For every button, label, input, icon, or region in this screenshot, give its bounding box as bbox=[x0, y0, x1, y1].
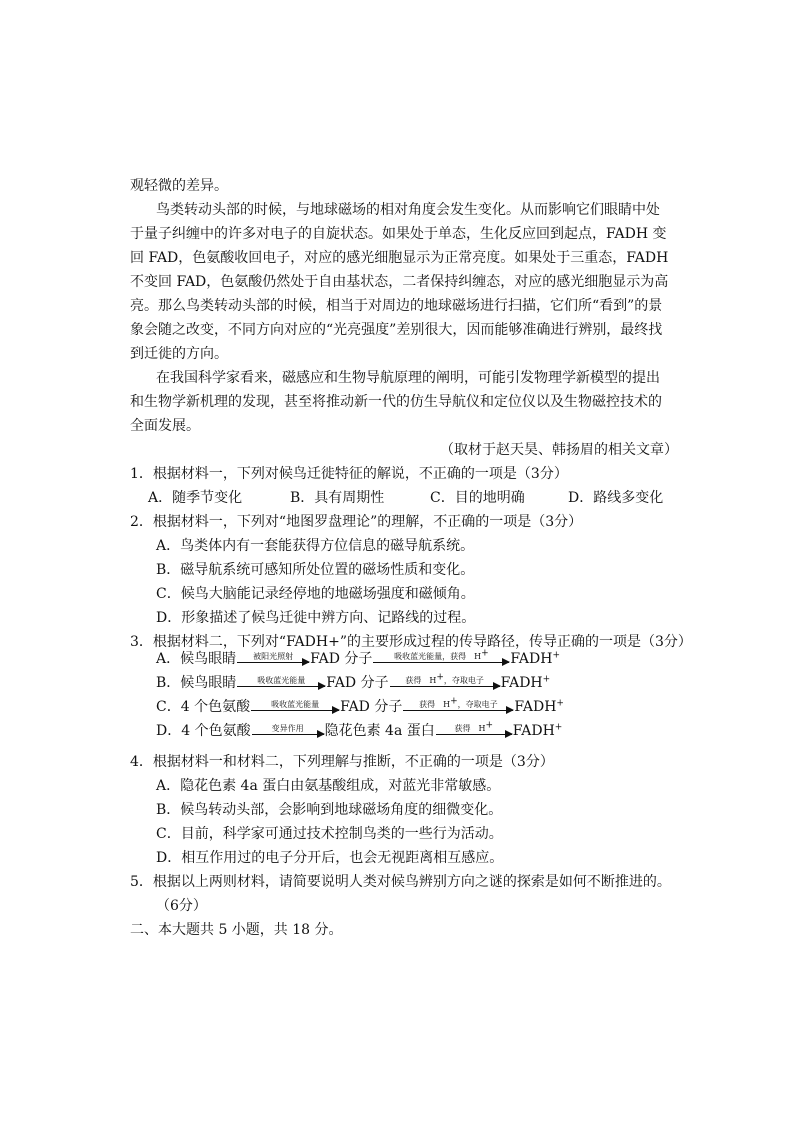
arrow-shaft bbox=[436, 734, 512, 735]
product: FADH+ bbox=[512, 722, 563, 739]
arrow-shaft bbox=[403, 710, 513, 711]
q4-option-a[interactable]: A．隐花色素 4a 蛋白由氨基酸组成，对蓝光非常敏感。 bbox=[156, 778, 501, 794]
option-label: C．4 个色氨酸 bbox=[156, 699, 251, 715]
passage-line: 回 FAD，色氨酸收回电子，对应的感光细胞显示为正常亮度。如果处于三重态，FADH bbox=[130, 250, 669, 266]
reaction-arrow bbox=[237, 676, 325, 692]
passage-line: 象会随之改变，不同方向对应的“光亮强度”差别很大，因而能够准确进行辨别，最终找 bbox=[130, 322, 663, 338]
q3-option-a[interactable] bbox=[156, 650, 560, 668]
option-label: D．4 个色氨酸 bbox=[156, 723, 251, 739]
passage-line: 亮。那么鸟类转动头部的时候，相当于对周边的地球磁场进行扫描，它们所“看到”的景 bbox=[130, 298, 663, 314]
arrow-condition: 吸收蓝光能量 bbox=[257, 676, 306, 685]
reaction-arrow bbox=[390, 672, 500, 692]
product: FADH+ bbox=[510, 650, 561, 667]
arrow-condition: 变异作用 bbox=[271, 724, 304, 733]
arrow-condition: 吸收蓝光能量，获得 H+ bbox=[394, 648, 489, 661]
passage-line: 全面发展。 bbox=[130, 418, 200, 434]
passage-line: 不变回 FAD，色氨酸仍然处于自由基状态，二者保持纠缠态，对应的感光细胞显示为高 bbox=[130, 274, 669, 290]
q5-stem: 5．根据以上两则材料，请简要说明人类对候鸟辨别方向之谜的探索是如何不断推进的。 bbox=[130, 874, 671, 890]
q1-option-d[interactable]: D．路线多变化 bbox=[568, 490, 664, 506]
product: FADH+ bbox=[500, 674, 551, 691]
reaction-arrow bbox=[237, 652, 309, 668]
arrow-condition: 获得 H+ bbox=[454, 720, 494, 733]
arrow-shaft bbox=[390, 686, 500, 687]
reaction-arrow bbox=[251, 700, 339, 716]
passage-line: 观轻微的差异。 bbox=[130, 178, 228, 194]
arrow-condition: 获得 H+，夺取电子 bbox=[405, 672, 484, 685]
q4-option-c[interactable]: C．目前，科学家可通过技术控制鸟类的一些行为活动。 bbox=[156, 826, 503, 842]
reaction-arrow bbox=[373, 648, 509, 668]
intermediate: 隐花色素 4a 蛋白 bbox=[324, 723, 435, 739]
q2-option-c[interactable]: C．候鸟大脑能记录经停地的地磁场强度和磁倾角。 bbox=[156, 586, 475, 602]
arrow-shaft bbox=[237, 686, 325, 687]
q2-stem: 2．根据材料一，下列对“地图罗盘理论”的理解，不正确的一项是（3分） bbox=[130, 514, 583, 530]
passage-line: 鸟类转动头部的时候，与地球磁场的相对角度会发生变化。从而影响它们眼睛中处 bbox=[156, 202, 660, 218]
q1-stem: 1．根据材料一，下列对候鸟迁徙特征的解说，不正确的一项是（3分） bbox=[130, 466, 568, 482]
arrow-shaft bbox=[373, 662, 509, 663]
option-label: B．候鸟眼睛 bbox=[156, 675, 237, 691]
passage-line: 和生物学新机理的发现，甚至将推动新一代的仿生导航仪和定位仪以及生物磁控技术的 bbox=[130, 394, 662, 410]
reaction-arrow bbox=[403, 696, 513, 716]
q3-option-d[interactable] bbox=[156, 722, 562, 740]
q2-option-b[interactable]: B．磁导航系统可感知所处位置的磁场性质和变化。 bbox=[156, 562, 475, 578]
q1-option-a[interactable]: A．随季节变化 bbox=[148, 490, 243, 506]
q4-stem: 4．根据材料一和材料二，下列理解与推断，不正确的一项是（3分） bbox=[130, 754, 554, 770]
q4-option-b[interactable]: B．候鸟转动头部，会影响到地球磁场角度的细微变化。 bbox=[156, 802, 503, 818]
passage-line: 于量子纠缠中的许多对电子的自旋状态。如果处于单态，生化反应回到起点，FADH 变 bbox=[130, 226, 667, 242]
arrow-shaft bbox=[251, 710, 339, 711]
arrow-shaft bbox=[237, 662, 309, 663]
intermediate: FAD 分子 bbox=[326, 675, 389, 691]
passage-line: 到迁徙的方向。 bbox=[130, 346, 228, 362]
arrow-condition: 被阳光照射 bbox=[253, 652, 294, 661]
q3-option-c[interactable] bbox=[156, 698, 564, 716]
section-heading: 二、本大题共 5 小题，共 18 分。 bbox=[130, 922, 343, 938]
passage-line: 在我国科学家看来，磁感应和生物导航原理的阐明，可能引发物理学新模型的提出 bbox=[156, 370, 660, 386]
q4-option-d[interactable]: D．相互作用过的电子分开后，也会无视距离相互感应。 bbox=[156, 850, 504, 866]
intermediate: FAD 分子 bbox=[340, 699, 403, 715]
arrow-condition: 获得 H+，夺取电子 bbox=[419, 696, 498, 709]
arrow-shaft bbox=[252, 734, 324, 735]
q2-option-a[interactable]: A．鸟类体内有一套能获得方位信息的磁导航系统。 bbox=[156, 538, 475, 554]
option-label: A．候鸟眼睛 bbox=[156, 651, 237, 667]
intermediate: FAD 分子 bbox=[310, 651, 373, 667]
q1-option-c[interactable]: C．目的地明确 bbox=[430, 490, 525, 506]
reaction-arrow bbox=[436, 720, 512, 740]
q3-stem: 3．根据材料二，下列对“FADH+”的主要形成过程的传导路径，传导正确的一项是（3分） bbox=[130, 634, 692, 650]
q3-option-b[interactable] bbox=[156, 674, 550, 692]
reaction-arrow bbox=[252, 724, 324, 740]
q5-score: （6分） bbox=[156, 898, 207, 914]
q2-option-d[interactable]: D．形象描述了候鸟迁徙中辨方向、记路线的过程。 bbox=[156, 610, 476, 626]
product: FADH+ bbox=[514, 698, 564, 715]
arrow-condition: 吸收蓝光能量 bbox=[271, 700, 320, 709]
q1-option-b[interactable]: B．具有周期性 bbox=[290, 490, 385, 506]
source-citation: （取材于赵天昊、韩扬眉的相关文章） bbox=[440, 442, 678, 458]
